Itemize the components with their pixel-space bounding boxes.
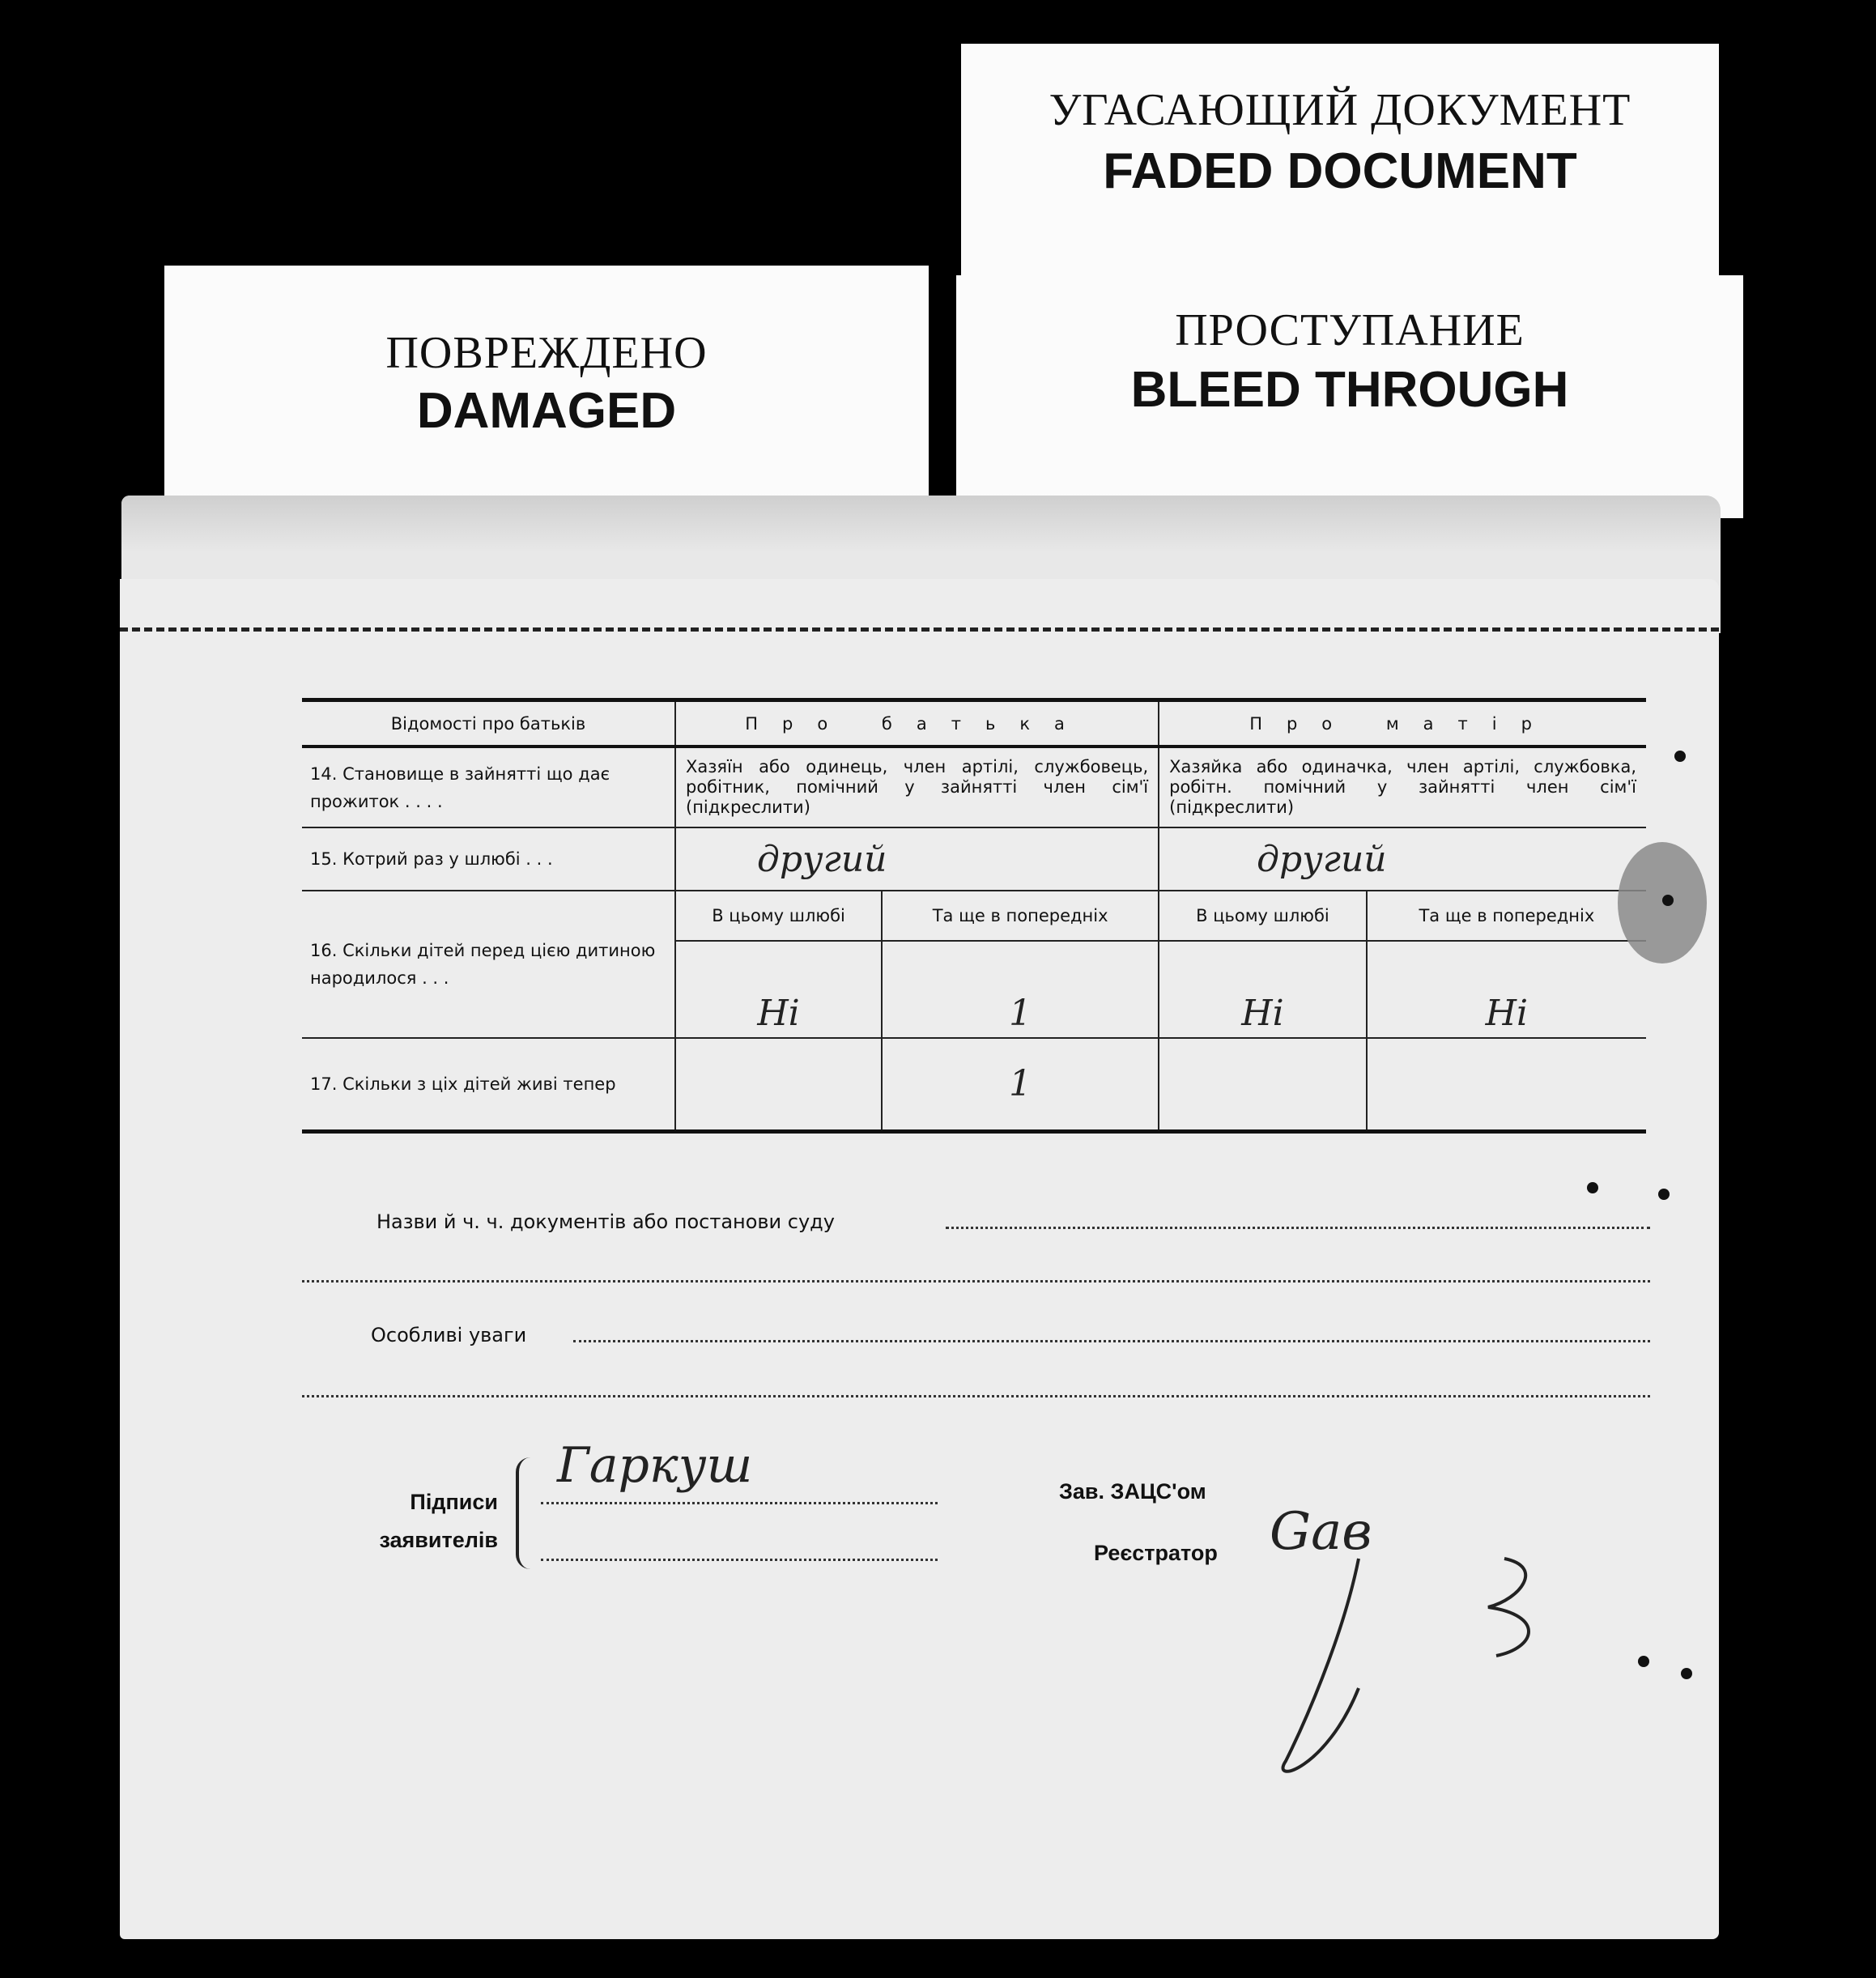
bleed-through-card xyxy=(956,275,1743,518)
table-row-15 xyxy=(302,827,1646,891)
perforation-line xyxy=(120,627,1719,632)
damaged-card-ru: ПОВРЕЖДЕНО xyxy=(385,328,708,378)
row-15-mother-handwriting: другий xyxy=(1257,838,1387,880)
subheader-mother-previous: Та ще в попередніх xyxy=(1367,891,1646,941)
faded-card-en: FADED DOCUMENT xyxy=(1103,143,1577,199)
row-16-v1: Ні xyxy=(757,993,800,1034)
signature-line-2 xyxy=(541,1559,938,1561)
notes-line-2 xyxy=(302,1395,1650,1397)
header-father: Про батька xyxy=(675,700,1159,747)
subheader-mother-this-marriage: В цьому шлюбі xyxy=(1159,891,1367,941)
signature-line-1 xyxy=(541,1502,938,1504)
document-page xyxy=(120,579,1719,1939)
hole-mark xyxy=(1638,1656,1649,1667)
row-16-label: 16. Скільки дітей перед цією дитиною народилося . . . xyxy=(302,891,675,1038)
notes-label: Особливі уваги xyxy=(371,1324,527,1346)
signatures-label-1: Підписи xyxy=(410,1490,498,1514)
hole-mark xyxy=(1662,895,1674,906)
table-row-17 xyxy=(302,1038,1646,1131)
registrar-signature: Gaв xyxy=(1270,1502,1372,1562)
notes-line xyxy=(573,1340,1650,1342)
documents-line xyxy=(946,1227,1650,1229)
damaged-card xyxy=(164,266,929,525)
registrar-signature-flourish xyxy=(1237,1526,1577,1793)
row-16-v4: Ні xyxy=(1485,993,1529,1034)
row-15-label: 15. Котрий раз у шлюбі . . . xyxy=(302,827,675,891)
hole-mark xyxy=(1587,1182,1598,1193)
row-17-v2: 1 xyxy=(1009,1063,1032,1105)
subheader-father-previous: Та ще в попередніх xyxy=(882,891,1159,941)
table-header-row xyxy=(302,700,1646,747)
row-16-v2: 1 xyxy=(1009,993,1032,1034)
documents-label: Назви й ч. ч. документів або постанови суду xyxy=(376,1210,835,1233)
head-of-registry-label: Зав. ЗАЦС'ом xyxy=(1059,1479,1206,1504)
table-subheader-row xyxy=(302,891,1646,941)
row-17-label: 17. Скільки з ціх дітей живі тепер xyxy=(302,1038,675,1131)
row-15-father-handwriting: другий xyxy=(757,838,887,880)
hole-mark xyxy=(1658,1189,1670,1200)
applicant-signature: Гаркуш xyxy=(557,1437,753,1494)
bleed-card-en: BLEED THROUGH xyxy=(1130,362,1569,418)
row-14-mother: Хазяйка або одиначка, член артілі, службовка, робітн. помічний у зайнятті член сім'ї (підкреслити) xyxy=(1159,747,1646,827)
subheader-father-this-marriage: В цьому шлюбі xyxy=(675,891,882,941)
brace xyxy=(516,1457,530,1569)
row-14-father: Хазяїн або одинець, член артілі, службовець, робітник, помічний у зайнятті член сім'ї (підкреслити) xyxy=(675,747,1159,827)
parents-info-table xyxy=(302,698,1646,1134)
table-row-14 xyxy=(302,747,1646,827)
hole-mark xyxy=(1674,751,1686,762)
header-parents-info: Відомості про батьків xyxy=(302,700,675,747)
signatures-label-2: заявителів xyxy=(379,1528,498,1552)
faded-card-ru: УГАСАЮЩИЙ ДОКУМЕНТ xyxy=(1049,85,1631,135)
hole-mark xyxy=(1681,1668,1692,1679)
registrar-label: Реєстратор xyxy=(1094,1541,1218,1565)
header-mother: Про матір xyxy=(1159,700,1646,747)
faded-document-card xyxy=(961,44,1719,287)
bleed-card-ru: ПРОСТУПАНИЕ xyxy=(1175,305,1525,355)
documents-line-2 xyxy=(302,1280,1650,1283)
row-16-v3: Ні xyxy=(1241,993,1284,1034)
damaged-card-en: DAMAGED xyxy=(416,383,677,439)
row-14-label: 14. Становище в зайнятті що дає прожиток . . . . xyxy=(302,747,675,827)
